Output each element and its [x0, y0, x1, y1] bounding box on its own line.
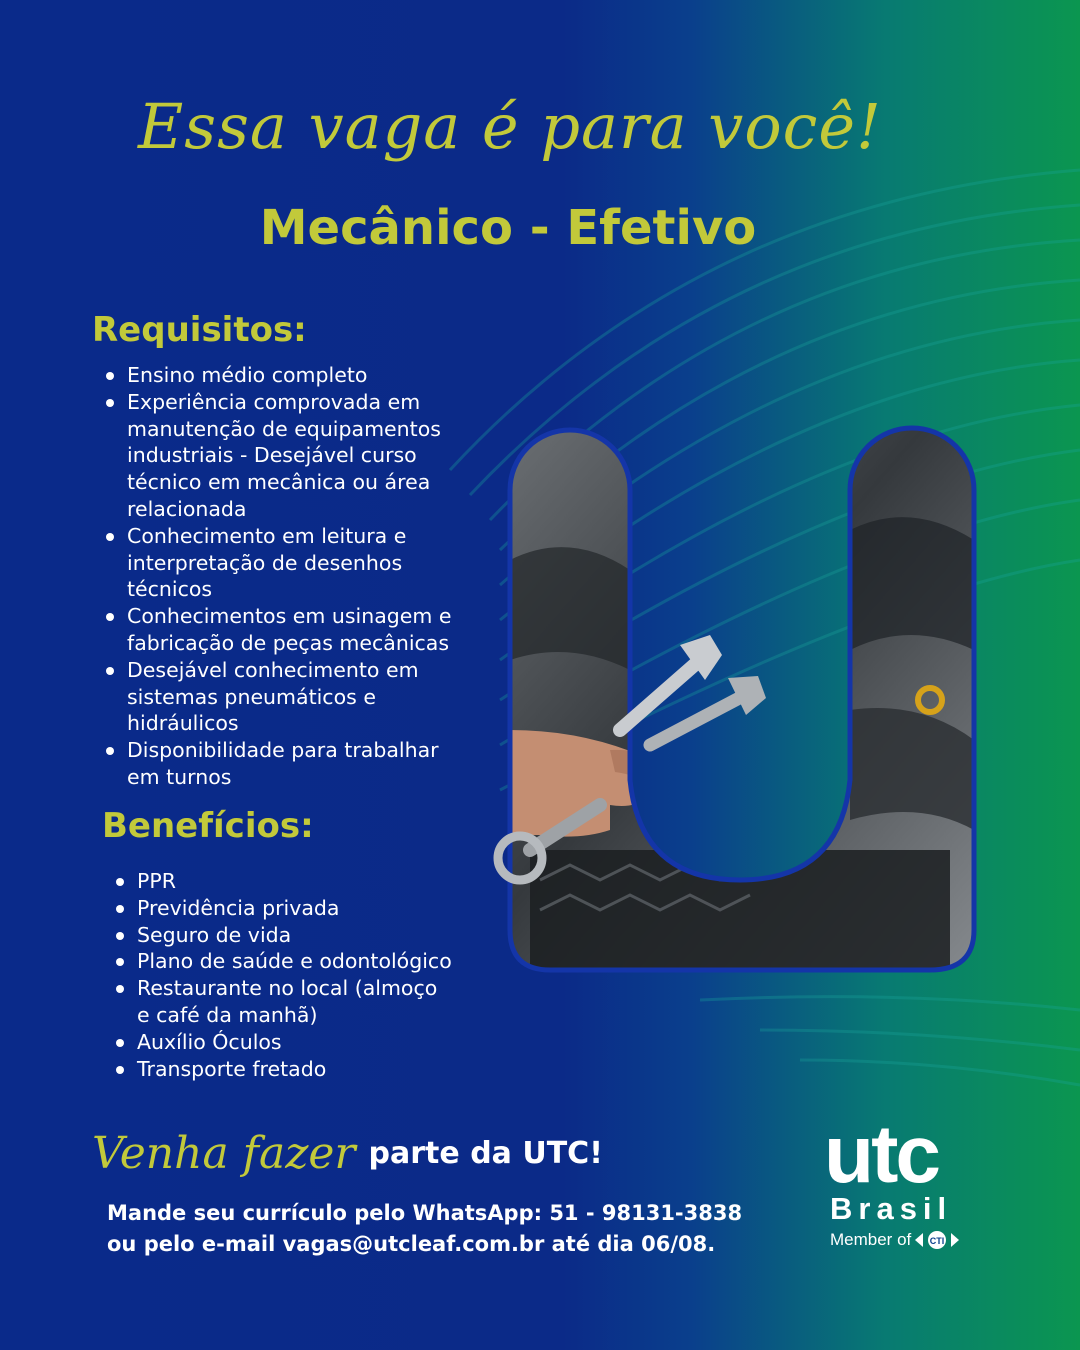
- u-photo-frame: [490, 410, 990, 985]
- benefits-list: [114, 868, 454, 1082]
- requirement-item: Conhecimento em leitura e interpretação de desenhos técnicos: [104, 523, 454, 603]
- benefit-item: PPR: [114, 868, 454, 895]
- contact-whatsapp: Mande seu currículo pelo WhatsApp: 51 - 98131-3838: [107, 1201, 743, 1225]
- requirements-title: Requisitos:: [92, 310, 307, 350]
- job-title: Mecânico - Efetivo: [259, 200, 757, 256]
- requirement-item: Disponibilidade para trabalhar em turnos: [104, 737, 454, 791]
- logo-utc: utc: [824, 1109, 938, 1200]
- cta-line: [92, 1128, 603, 1179]
- benefits-title: Benefícios:: [102, 806, 314, 846]
- member-of: [830, 1230, 992, 1250]
- benefit-item: Restaurante no local (almoço e café da manhã): [114, 975, 454, 1029]
- benefit-item: Previdência privada: [114, 895, 454, 922]
- utc-brasil-logo: [824, 1109, 992, 1250]
- cti-logo-icon: [915, 1230, 959, 1250]
- requirement-item: Desejável conhecimento em sistemas pneumáticos e hidráulicos: [104, 657, 454, 737]
- benefit-item: Transporte fretado: [114, 1056, 454, 1083]
- requirements-list: [104, 362, 454, 791]
- benefit-item: Plano de saúde e odontológico: [114, 948, 454, 975]
- benefit-item: Auxílio Óculos: [114, 1029, 454, 1056]
- contact-email: ou pelo e-mail vagas@utcleaf.com.br até dia 06/08.: [107, 1232, 716, 1256]
- member-of-text: Member of: [830, 1230, 912, 1249]
- requirement-item: Ensino médio completo: [104, 362, 454, 389]
- cta-script: Venha fazer: [92, 1128, 356, 1179]
- headline-script: Essa vaga é para você!: [138, 90, 882, 163]
- logo-brasil: Brasil: [830, 1191, 953, 1226]
- contact-info: [107, 1198, 747, 1260]
- cta-text: parte da UTC!: [368, 1136, 603, 1171]
- benefit-item: Seguro de vida: [114, 922, 454, 949]
- requirement-item: Experiência comprovada em manutenção de equipamentos industriais - Desejável curso técnico em mecânica ou área relacionada: [104, 389, 454, 523]
- requirement-item: Conhecimentos em usinagem e fabricação de peças mecânicas: [104, 603, 454, 657]
- cti-mark-text: CTI: [930, 1236, 945, 1246]
